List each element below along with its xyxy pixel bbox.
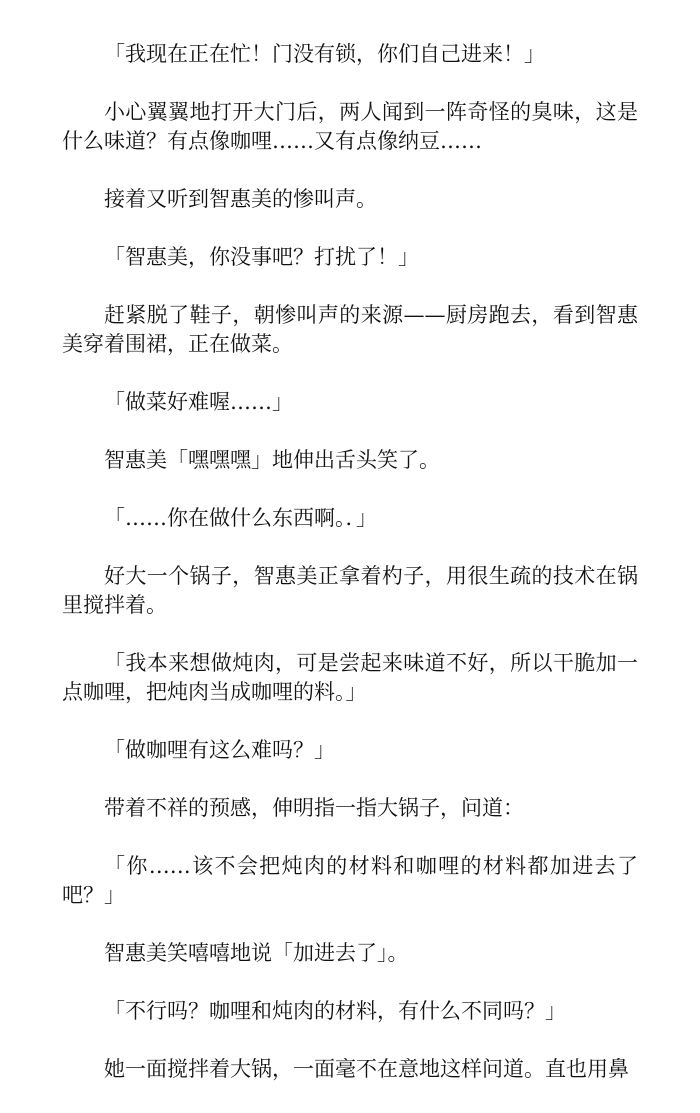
paragraph: 「不行吗？咖哩和炖肉的材料，有什么不同吗？」 (104, 999, 566, 1023)
paragraph: 智惠美笑嘻嘻地说「加进去了」。 (104, 941, 409, 965)
book-page (62, 40, 638, 1113)
paragraph: 「做咖哩有这么难吗？」 (104, 738, 335, 762)
paragraph: 「智惠美，你没事吧？打扰了！」 (104, 245, 419, 269)
paragraph: 好大一个锅子，智惠美正拿着杓子，用很生疏的技术在锅里搅拌着。 (62, 564, 638, 617)
paragraph: 她一面搅拌着大锅，一面毫不在意地这样问道。直也用鼻 (104, 1057, 629, 1081)
paragraph: 「……你在做什么东西啊。．」 (104, 506, 377, 530)
paragraph: 接着又听到智惠美的惨叫声。 (104, 187, 377, 211)
paragraph: 「我现在正在忙！门没有锁，你们自己进来！」 (104, 42, 545, 66)
paragraph: 「做菜好难喔……」 (104, 390, 293, 414)
paragraph: 小心翼翼地打开大门后，两人闻到一阵奇怪的臭味，这是什么味道？有点像咖哩……又有点像纳豆…… (62, 100, 638, 153)
paragraph: 赶紧脱了鞋子，朝惨叫声的来源——厨房跑去，看到智惠美穿着围裙，正在做菜。 (62, 303, 638, 356)
paragraph: 「我本来想做炖肉，可是尝起来味道不好，所以干脆加一点咖哩，把炖肉当成咖哩的料。」 (62, 651, 638, 704)
paragraph: 带着不祥的预感，伸明指一指大锅子，问道： (104, 796, 524, 820)
paragraph: 「你……该不会把炖肉的材料和咖哩的材料都加进去了吧？」 (62, 854, 638, 907)
paragraph: 智惠美「嘿嘿嘿」地伸出舌头笑了。 (104, 448, 440, 472)
